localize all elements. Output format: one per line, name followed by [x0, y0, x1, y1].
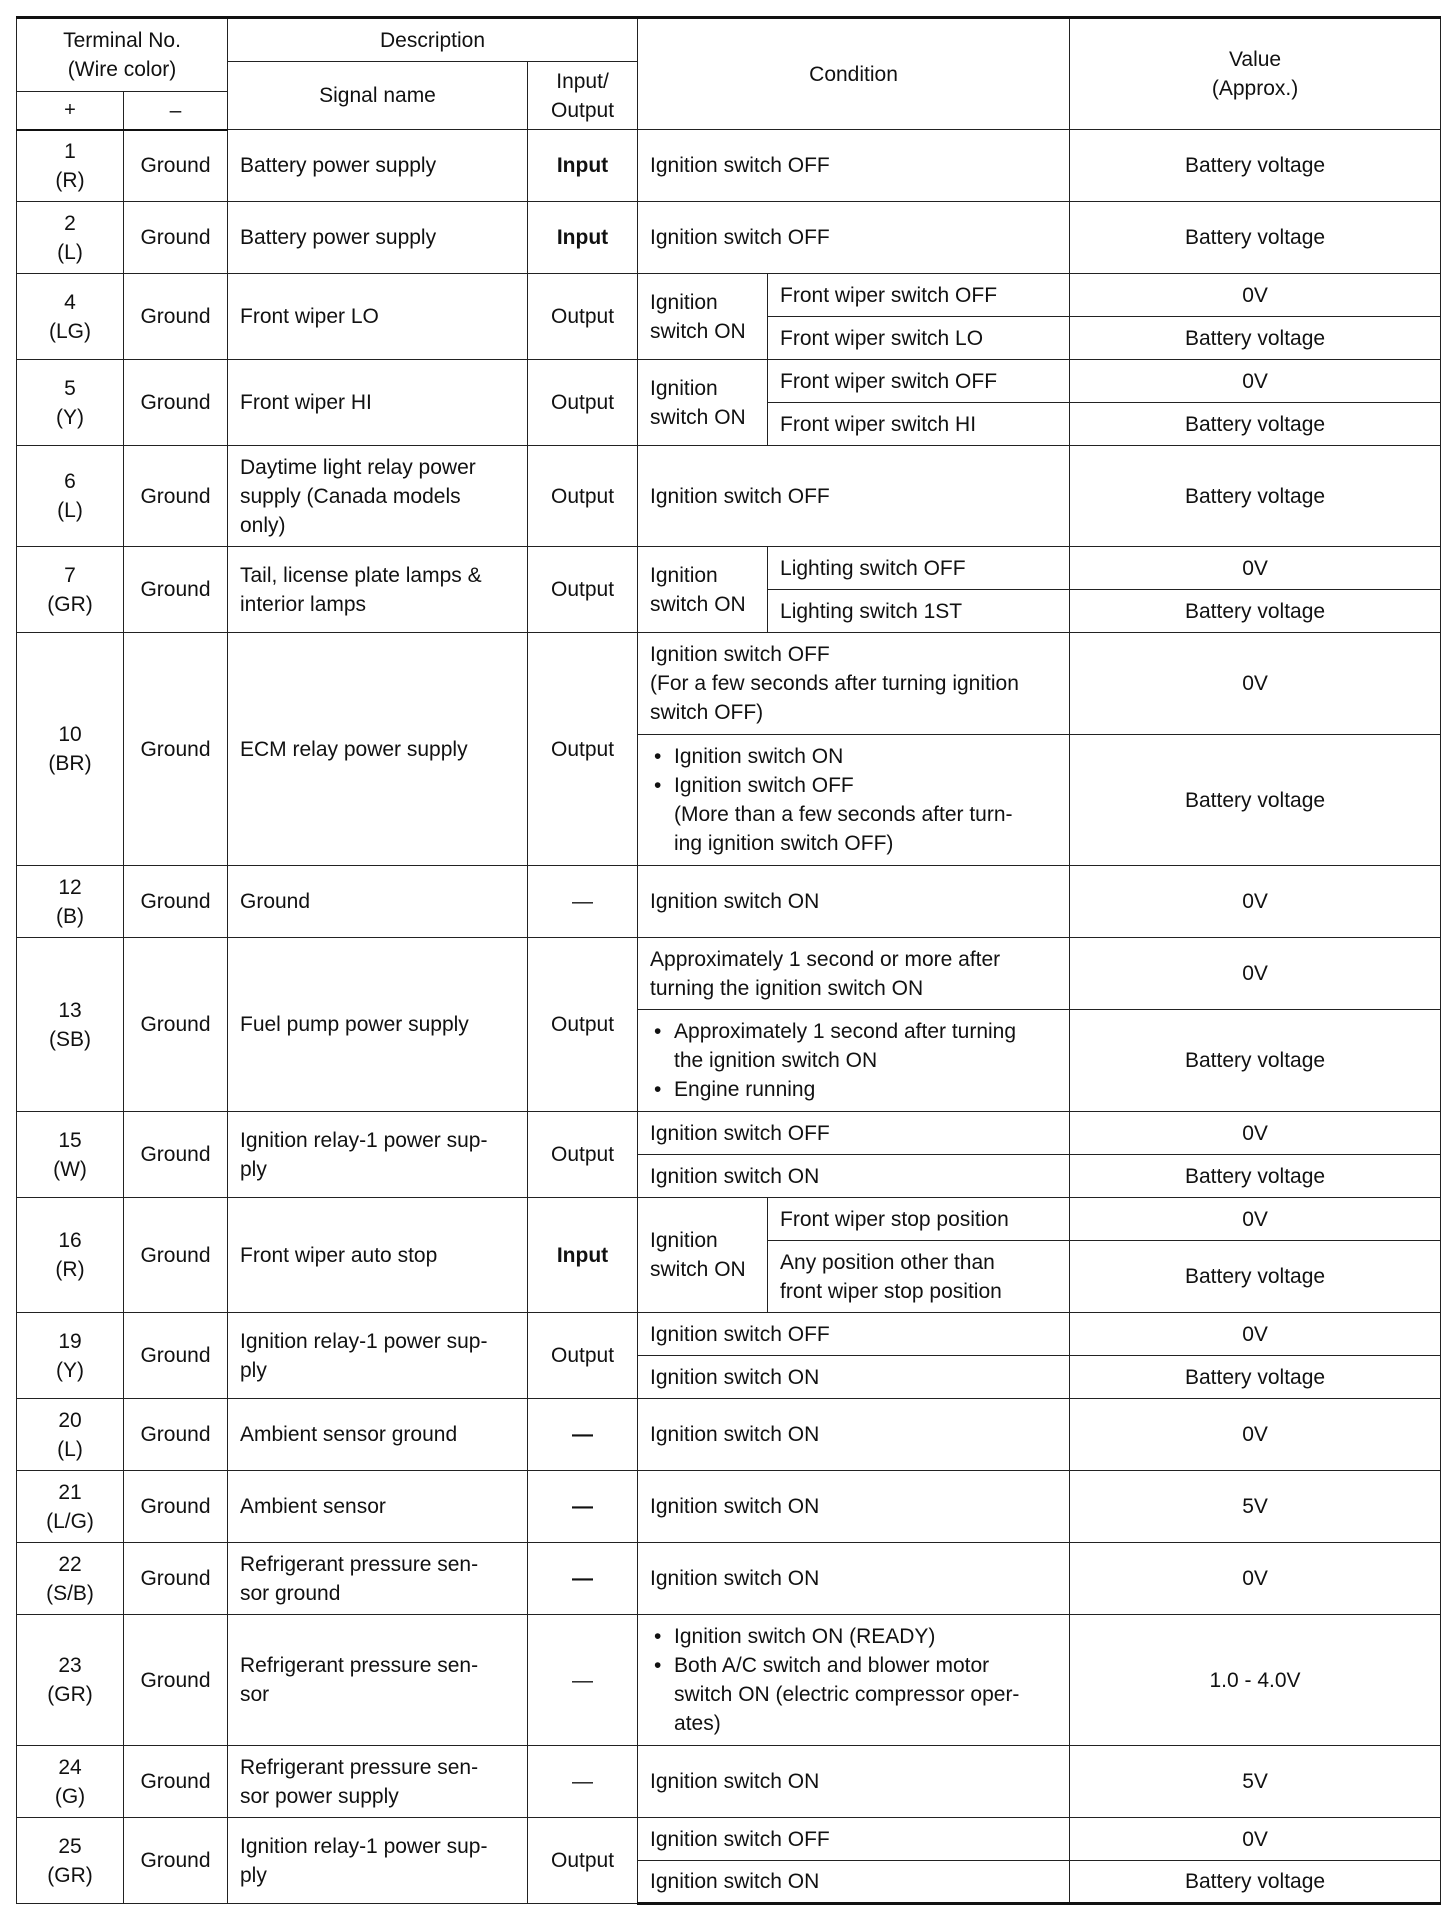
- io-cell: Output: [528, 1313, 638, 1399]
- value-cell: Battery voltage: [1070, 1861, 1441, 1904]
- negative-cell: Ground: [124, 130, 228, 202]
- signal-cell: Ignition relay-1 power sup- ply: [228, 1112, 528, 1198]
- value-cell: 0V: [1070, 633, 1441, 735]
- io-cell: Input: [528, 1198, 638, 1313]
- negative-cell: Ground: [124, 938, 228, 1112]
- signal-cell: Refrigerant pressure sen- sor power supply: [228, 1746, 528, 1818]
- io-cell: —: [528, 1471, 638, 1543]
- io-cell: —: [528, 866, 638, 938]
- condition-cell: Ignition switch ON: [638, 1356, 1070, 1399]
- table-row: [17, 1198, 1441, 1241]
- negative-cell: Ground: [124, 1818, 228, 1904]
- table-row: [17, 1543, 1441, 1615]
- condition-cell: [638, 1615, 1070, 1746]
- terminal-table-container: [16, 16, 1440, 1905]
- value-cell: Battery voltage: [1070, 130, 1441, 202]
- table-row: [17, 1399, 1441, 1471]
- terminal-cell: 12 (B): [17, 866, 124, 938]
- signal-cell: Front wiper auto stop: [228, 1198, 528, 1313]
- value-cell: Battery voltage: [1070, 317, 1441, 360]
- table-row: [17, 1615, 1441, 1746]
- value-cell: 0V: [1070, 547, 1441, 590]
- terminal-cell: 24 (G): [17, 1746, 124, 1818]
- io-cell: Output: [528, 360, 638, 446]
- io-cell: Output: [528, 938, 638, 1112]
- condition-cell: Ignition switch OFF: [638, 1313, 1070, 1356]
- table-row: [17, 1818, 1441, 1861]
- terminal-cell: 7 (GR): [17, 547, 124, 633]
- terminal-cell: 23 (GR): [17, 1615, 124, 1746]
- value-cell: 0V: [1070, 1112, 1441, 1155]
- negative-cell: Ground: [124, 633, 228, 866]
- terminal-cell: 5 (Y): [17, 360, 124, 446]
- sub-condition-cell: Lighting switch 1ST: [768, 590, 1070, 633]
- value-cell: Battery voltage: [1070, 1010, 1441, 1112]
- value-cell: Battery voltage: [1070, 735, 1441, 866]
- value-cell: 5V: [1070, 1746, 1441, 1818]
- value-cell: 0V: [1070, 360, 1441, 403]
- condition-cell: Ignition switch ON: [638, 1543, 1070, 1615]
- header-signal-name: Signal name: [228, 62, 528, 130]
- terminal-cell: 21 (L/G): [17, 1471, 124, 1543]
- value-cell: 0V: [1070, 1818, 1441, 1861]
- value-cell: 0V: [1070, 938, 1441, 1010]
- negative-cell: Ground: [124, 1198, 228, 1313]
- signal-cell: Front wiper LO: [228, 274, 528, 360]
- condition-cell: Ignition switch ON: [638, 1861, 1070, 1904]
- terminal-cell: 15 (W): [17, 1112, 124, 1198]
- signal-cell: Ignition relay-1 power sup- ply: [228, 1313, 528, 1399]
- value-cell: Battery voltage: [1070, 1155, 1441, 1198]
- value-cell: Battery voltage: [1070, 1241, 1441, 1313]
- header-input-output: Input/ Output: [528, 62, 638, 130]
- terminal-cell: 10 (BR): [17, 633, 124, 866]
- terminal-cell: 16 (R): [17, 1198, 124, 1313]
- condition-cell: [638, 1010, 1070, 1112]
- negative-cell: Ground: [124, 1112, 228, 1198]
- condition-bullet: • Ignition switch ON (READY): [674, 1622, 1063, 1651]
- condition-main-cell: Ignition switch ON: [638, 360, 768, 446]
- negative-cell: Ground: [124, 274, 228, 360]
- condition-cell: Ignition switch OFF: [638, 446, 1070, 547]
- value-cell: 0V: [1070, 866, 1441, 938]
- signal-cell: Front wiper HI: [228, 360, 528, 446]
- io-cell: Output: [528, 633, 638, 866]
- terminal-cell: 2 (L): [17, 202, 124, 274]
- terminal-cell: 4 (LG): [17, 274, 124, 360]
- signal-cell: Ambient sensor: [228, 1471, 528, 1543]
- table-row: [17, 130, 1441, 202]
- negative-cell: Ground: [124, 1543, 228, 1615]
- condition-cell: Ignition switch OFF: [638, 130, 1070, 202]
- table-row: [17, 1471, 1441, 1543]
- table-row: [17, 866, 1441, 938]
- value-cell: 5V: [1070, 1471, 1441, 1543]
- condition-cell: Ignition switch ON: [638, 1746, 1070, 1818]
- condition-bullet: • Both A/C switch and blower motor switch ON (electric compressor oper- ates): [674, 1651, 1063, 1738]
- signal-cell: Battery power supply: [228, 202, 528, 274]
- table-row: [17, 1313, 1441, 1356]
- signal-cell: ECM relay power supply: [228, 633, 528, 866]
- condition-bullet: • Ignition switch OFF (More than a few seconds after turn- ing ignition switch OFF): [674, 771, 1063, 858]
- negative-cell: Ground: [124, 446, 228, 547]
- condition-main-cell: Ignition switch ON: [638, 547, 768, 633]
- header-value: Value (Approx.): [1070, 18, 1441, 130]
- signal-cell: Refrigerant pressure sen- sor ground: [228, 1543, 528, 1615]
- io-cell: —: [528, 1543, 638, 1615]
- condition-bullet: • Ignition switch ON: [674, 742, 1063, 771]
- sub-condition-cell: Front wiper switch HI: [768, 403, 1070, 446]
- negative-cell: Ground: [124, 866, 228, 938]
- negative-cell: Ground: [124, 1746, 228, 1818]
- condition-cell: [638, 735, 1070, 866]
- table-row: [17, 1746, 1441, 1818]
- condition-main-cell: Ignition switch ON: [638, 1198, 768, 1313]
- header-plus: +: [17, 92, 124, 130]
- signal-cell: Ignition relay-1 power sup- ply: [228, 1818, 528, 1904]
- condition-cell: Ignition switch OFF (For a few seconds after turning ignition switch OFF): [638, 633, 1070, 735]
- table-row: [17, 633, 1441, 735]
- sub-condition-cell: Front wiper stop position: [768, 1198, 1070, 1241]
- value-cell: 0V: [1070, 1543, 1441, 1615]
- table-row: [17, 938, 1441, 1010]
- io-cell: Input: [528, 202, 638, 274]
- negative-cell: Ground: [124, 547, 228, 633]
- signal-cell: Ambient sensor ground: [228, 1399, 528, 1471]
- condition-cell: Ignition switch ON: [638, 1471, 1070, 1543]
- value-cell: Battery voltage: [1070, 403, 1441, 446]
- terminal-cell: 19 (Y): [17, 1313, 124, 1399]
- io-cell: Output: [528, 1818, 638, 1904]
- condition-cell: Ignition switch ON: [638, 1399, 1070, 1471]
- condition-cell: Ignition switch ON: [638, 866, 1070, 938]
- condition-cell: Ignition switch OFF: [638, 1818, 1070, 1861]
- value-cell: 0V: [1070, 274, 1441, 317]
- header-description: Description: [228, 18, 638, 62]
- terminal-cell: 25 (GR): [17, 1818, 124, 1904]
- sub-condition-cell: Front wiper switch OFF: [768, 360, 1070, 403]
- signal-cell: Daytime light relay power supply (Canada models only): [228, 446, 528, 547]
- terminal-cell: 22 (S/B): [17, 1543, 124, 1615]
- condition-cell: Ignition switch OFF: [638, 1112, 1070, 1155]
- value-cell: Battery voltage: [1070, 446, 1441, 547]
- table-row: [17, 360, 1441, 403]
- value-cell: 1.0 - 4.0V: [1070, 1615, 1441, 1746]
- io-cell: Input: [528, 130, 638, 202]
- io-cell: Output: [528, 274, 638, 360]
- table-row: [17, 274, 1441, 317]
- value-cell: Battery voltage: [1070, 590, 1441, 633]
- signal-cell: Fuel pump power supply: [228, 938, 528, 1112]
- io-cell: Output: [528, 1112, 638, 1198]
- sub-condition-cell: Front wiper switch OFF: [768, 274, 1070, 317]
- negative-cell: Ground: [124, 360, 228, 446]
- table-row: [17, 1112, 1441, 1155]
- value-cell: Battery voltage: [1070, 202, 1441, 274]
- io-cell: —: [528, 1746, 638, 1818]
- negative-cell: Ground: [124, 1615, 228, 1746]
- io-cell: —: [528, 1615, 638, 1746]
- condition-main-cell: Ignition switch ON: [638, 274, 768, 360]
- value-cell: 0V: [1070, 1399, 1441, 1471]
- condition-cell: Ignition switch OFF: [638, 202, 1070, 274]
- terminal-cell: 6 (L): [17, 446, 124, 547]
- terminal-cell: 20 (L): [17, 1399, 124, 1471]
- negative-cell: Ground: [124, 1313, 228, 1399]
- sub-condition-cell: Front wiper switch LO: [768, 317, 1070, 360]
- signal-cell: Tail, license plate lamps & interior lamps: [228, 547, 528, 633]
- terminal-table: [16, 16, 1441, 1905]
- negative-cell: Ground: [124, 1399, 228, 1471]
- signal-cell: Ground: [228, 866, 528, 938]
- negative-cell: Ground: [124, 202, 228, 274]
- condition-cell: Approximately 1 second or more after turning the ignition switch ON: [638, 938, 1070, 1010]
- table-row: [17, 547, 1441, 590]
- table-row: [17, 446, 1441, 547]
- condition-cell: Ignition switch ON: [638, 1155, 1070, 1198]
- signal-cell: Battery power supply: [228, 130, 528, 202]
- header-terminal-no: Terminal No. (Wire color): [17, 18, 228, 92]
- negative-cell: Ground: [124, 1471, 228, 1543]
- io-cell: Output: [528, 446, 638, 547]
- table-row: [17, 202, 1441, 274]
- sub-condition-cell: Lighting switch OFF: [768, 547, 1070, 590]
- signal-cell: Refrigerant pressure sen- sor: [228, 1615, 528, 1746]
- header-condition: Condition: [638, 18, 1070, 130]
- io-cell: —: [528, 1399, 638, 1471]
- header-minus: –: [124, 92, 228, 130]
- sub-condition-cell: Any position other than front wiper stop position: [768, 1241, 1070, 1313]
- condition-bullet: • Approximately 1 second after turning the ignition switch ON: [674, 1017, 1063, 1075]
- terminal-cell: 1 (R): [17, 130, 124, 202]
- terminal-cell: 13 (SB): [17, 938, 124, 1112]
- value-cell: 0V: [1070, 1313, 1441, 1356]
- value-cell: Battery voltage: [1070, 1356, 1441, 1399]
- value-cell: 0V: [1070, 1198, 1441, 1241]
- io-cell: Output: [528, 547, 638, 633]
- condition-bullet: • Engine running: [674, 1075, 1063, 1104]
